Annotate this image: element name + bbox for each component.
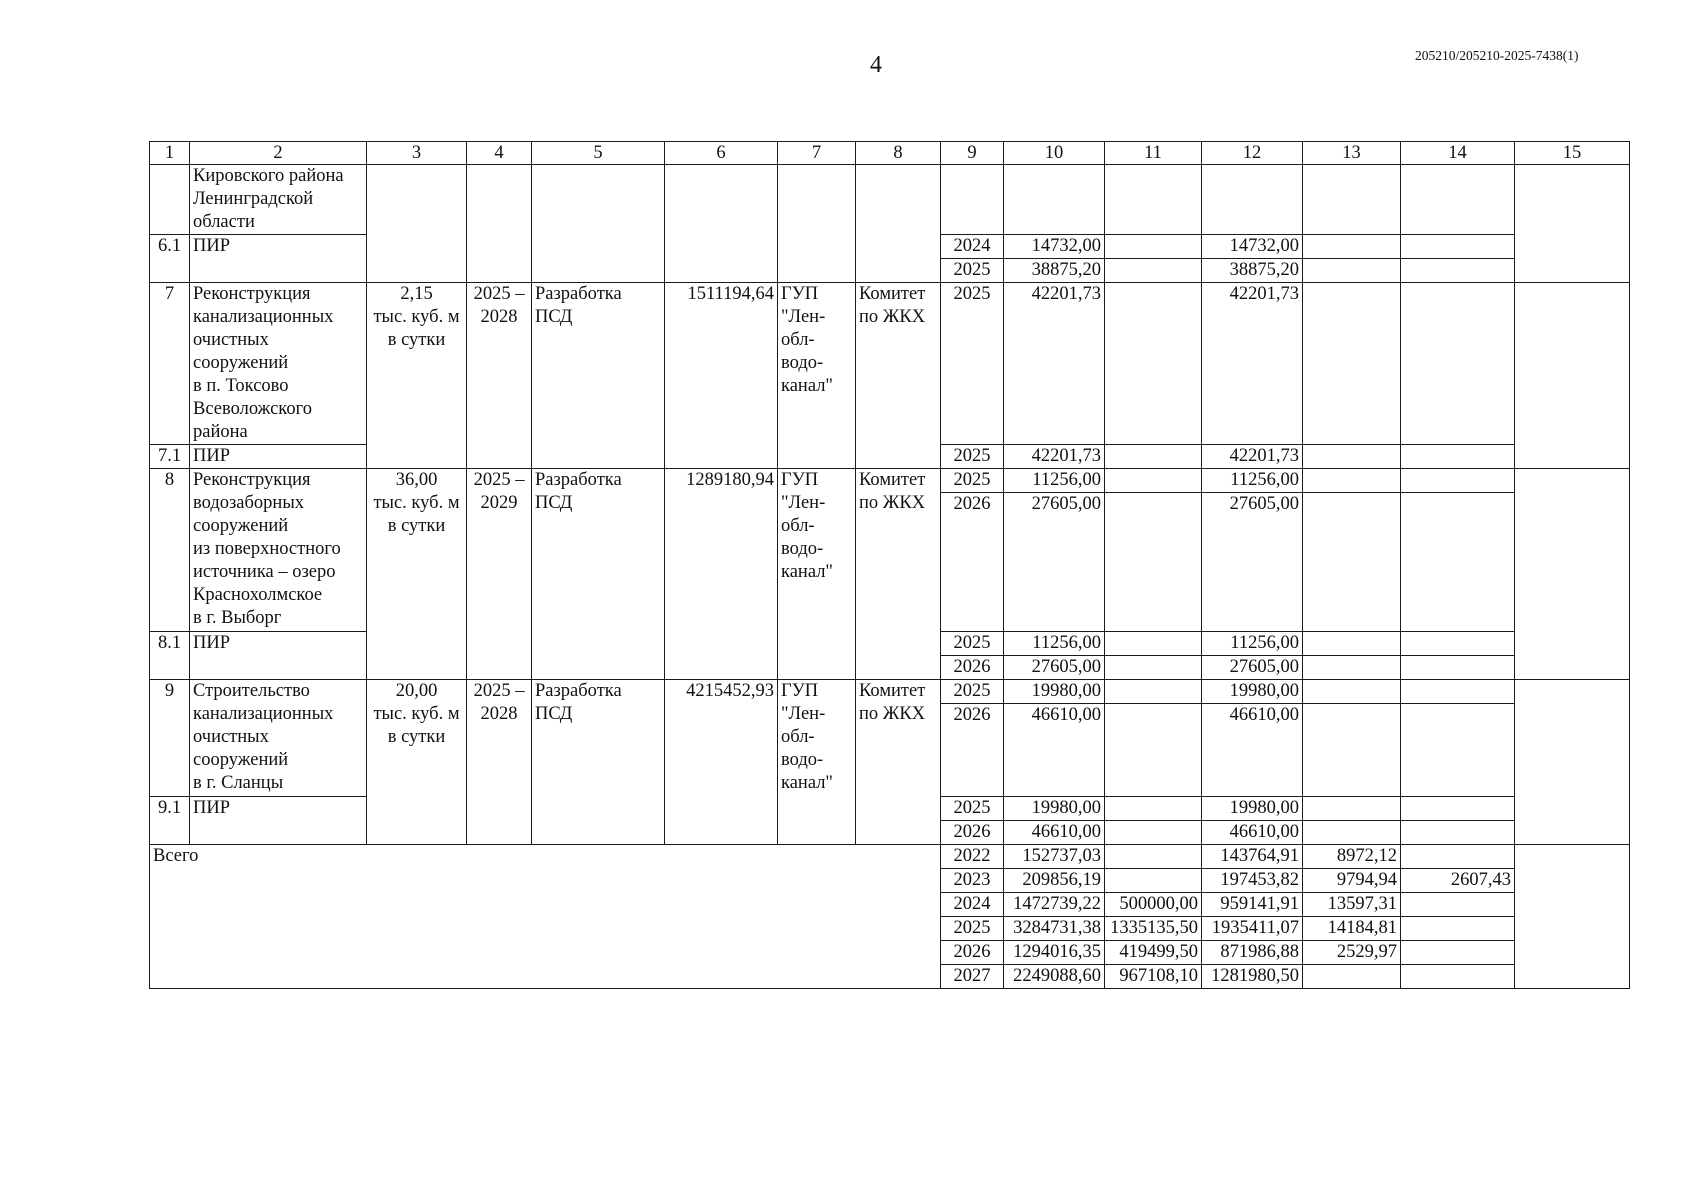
- amount-col12: 11256,00: [1202, 469, 1303, 493]
- executor: ГУП "Лен- обл- водо- канал": [778, 469, 856, 680]
- amount-col12: 959141,91: [1202, 893, 1303, 917]
- column-number: 7: [778, 142, 856, 165]
- amount-col14: [1401, 893, 1515, 917]
- document-id: 205210/205210-2025-7438(1): [1415, 48, 1579, 63]
- amount-col11: 967108,10: [1105, 965, 1202, 989]
- customer: Комитет по ЖКХ: [856, 469, 941, 680]
- amount-col12: 46610,00: [1202, 704, 1303, 797]
- amount-col10: 46610,00: [1004, 821, 1105, 845]
- year: 2026: [941, 656, 1004, 680]
- total-label: Всего: [150, 845, 941, 989]
- object-name: Строительство канализационных очистных сооружений в г. Сланцы: [190, 680, 367, 797]
- year: 2025: [941, 259, 1004, 283]
- investment-objects-table: [149, 141, 1630, 989]
- amount-col12: 143764,91: [1202, 845, 1303, 869]
- amount-col12: 42201,73: [1202, 283, 1303, 445]
- amount-col10: 27605,00: [1004, 656, 1105, 680]
- subitem-label: ПИР: [190, 632, 367, 680]
- amount-col14: [1401, 917, 1515, 941]
- column-number-row: [150, 142, 1630, 165]
- total-cost: 4215452,93: [665, 680, 778, 845]
- amount-col10: 38875,20: [1004, 259, 1105, 283]
- column-number: 9: [941, 142, 1004, 165]
- row-number: 9: [150, 680, 190, 797]
- column-number: 3: [367, 142, 467, 165]
- column-number: 5: [532, 142, 665, 165]
- column-number: 12: [1202, 142, 1303, 165]
- year: 2024: [941, 235, 1004, 259]
- amount-col14: 2607,43: [1401, 869, 1515, 893]
- amount-col14: [1401, 965, 1515, 989]
- column-number: 11: [1105, 142, 1202, 165]
- column-number: 6: [665, 142, 778, 165]
- stage: Разработка ПСД: [532, 469, 665, 680]
- column-number: 4: [467, 142, 532, 165]
- amount-col12: 46610,00: [1202, 821, 1303, 845]
- stage: Разработка ПСД: [532, 283, 665, 469]
- table-row: [150, 283, 1630, 445]
- amount-col11: [1105, 845, 1202, 869]
- amount-col10: 3284731,38: [1004, 917, 1105, 941]
- amount-col10: 42201,73: [1004, 283, 1105, 445]
- period: 2025 – 2029: [467, 469, 532, 680]
- amount-col10: 2249088,60: [1004, 965, 1105, 989]
- amount-col12: 42201,73: [1202, 445, 1303, 469]
- row-number: 6.1: [150, 235, 190, 283]
- year: 2026: [941, 704, 1004, 797]
- capacity: 20,00 тыс. куб. м в сутки: [367, 680, 467, 845]
- amount-col10: 1472739,22: [1004, 893, 1105, 917]
- year: 2022: [941, 845, 1004, 869]
- amount-col10: 11256,00: [1004, 632, 1105, 656]
- column-number: 1: [150, 142, 190, 165]
- column-number: 2: [190, 142, 367, 165]
- executor: ГУП "Лен- обл- водо- канал": [778, 283, 856, 469]
- year: 2025: [941, 917, 1004, 941]
- amount-col13: 13597,31: [1303, 893, 1401, 917]
- row-number: 9.1: [150, 797, 190, 845]
- year: 2025: [941, 469, 1004, 493]
- subitem-label: ПИР: [190, 445, 367, 469]
- amount-col10: 46610,00: [1004, 704, 1105, 797]
- amount-col12: 11256,00: [1202, 632, 1303, 656]
- amount-col12: 19980,00: [1202, 797, 1303, 821]
- year: 2026: [941, 941, 1004, 965]
- total-cost: 1289180,94: [665, 469, 778, 680]
- period: 2025 – 2028: [467, 283, 532, 469]
- column-number: 14: [1401, 142, 1515, 165]
- amount-col13: [1303, 965, 1401, 989]
- amount-col10: 19980,00: [1004, 680, 1105, 704]
- year: 2027: [941, 965, 1004, 989]
- column-number: 15: [1515, 142, 1630, 165]
- amount-col10: 11256,00: [1004, 469, 1105, 493]
- amount-col12: 197453,82: [1202, 869, 1303, 893]
- table-row: [150, 469, 1630, 493]
- amount-col14: [1401, 941, 1515, 965]
- year: 2026: [941, 493, 1004, 632]
- amount-col10: 209856,19: [1004, 869, 1105, 893]
- subitem-label: ПИР: [190, 235, 367, 283]
- amount-col12: 19980,00: [1202, 680, 1303, 704]
- row-number: 8: [150, 469, 190, 632]
- row-number: 8.1: [150, 632, 190, 680]
- period: 2025 – 2028: [467, 680, 532, 845]
- year: 2025: [941, 283, 1004, 445]
- amount-col12: 27605,00: [1202, 656, 1303, 680]
- table-row: [150, 680, 1630, 704]
- amount-col10: 19980,00: [1004, 797, 1105, 821]
- amount-col10: 14732,00: [1004, 235, 1105, 259]
- amount-col13: 2529,97: [1303, 941, 1401, 965]
- year: 2026: [941, 821, 1004, 845]
- row-number: 7.1: [150, 445, 190, 469]
- total-row: [150, 845, 1630, 869]
- object-name: Кировского района Ленинградской области: [190, 165, 367, 235]
- year: 2025: [941, 445, 1004, 469]
- amount-col11: 1335135,50: [1105, 917, 1202, 941]
- amount-col12: 38875,20: [1202, 259, 1303, 283]
- executor: ГУП "Лен- обл- водо- канал": [778, 680, 856, 845]
- amount-col11: 500000,00: [1105, 893, 1202, 917]
- amount-col13: 9794,94: [1303, 869, 1401, 893]
- customer: Комитет по ЖКХ: [856, 680, 941, 845]
- subitem-label: ПИР: [190, 797, 367, 845]
- object-name: Реконструкция водозаборных сооружений из поверхностного источника – озеро Краснохолмское в г. Выборг: [190, 469, 367, 632]
- amount-col12: 1935411,07: [1202, 917, 1303, 941]
- column-number: 8: [856, 142, 941, 165]
- amount-col12: 1281980,50: [1202, 965, 1303, 989]
- capacity: 2,15 тыс. куб. м в сутки: [367, 283, 467, 469]
- amount-col11: 419499,50: [1105, 941, 1202, 965]
- stage: Разработка ПСД: [532, 680, 665, 845]
- year: 2025: [941, 797, 1004, 821]
- table-row: [150, 165, 1630, 235]
- amount-col11: [1105, 869, 1202, 893]
- amount-col10: 1294016,35: [1004, 941, 1105, 965]
- total-cost: 1511194,64: [665, 283, 778, 469]
- row-number: 7: [150, 283, 190, 445]
- year: 2025: [941, 680, 1004, 704]
- column-number: 10: [1004, 142, 1105, 165]
- amount-col12: 14732,00: [1202, 235, 1303, 259]
- amount-col14: [1401, 845, 1515, 869]
- amount-col12: 27605,00: [1202, 493, 1303, 632]
- year: 2023: [941, 869, 1004, 893]
- capacity: 36,00 тыс. куб. м в сутки: [367, 469, 467, 680]
- amount-col13: 14184,81: [1303, 917, 1401, 941]
- object-name: Реконструкция канализационных очистных сооружений в п. Токсово Всеволожского района: [190, 283, 367, 445]
- customer: Комитет по ЖКХ: [856, 283, 941, 469]
- year: 2025: [941, 632, 1004, 656]
- year: 2024: [941, 893, 1004, 917]
- amount-col10: 152737,03: [1004, 845, 1105, 869]
- amount-col12: 871986,88: [1202, 941, 1303, 965]
- page-number: 4: [870, 52, 882, 78]
- amount-col10: 27605,00: [1004, 493, 1105, 632]
- amount-col13: 8972,12: [1303, 845, 1401, 869]
- column-number: 13: [1303, 142, 1401, 165]
- amount-col10: 42201,73: [1004, 445, 1105, 469]
